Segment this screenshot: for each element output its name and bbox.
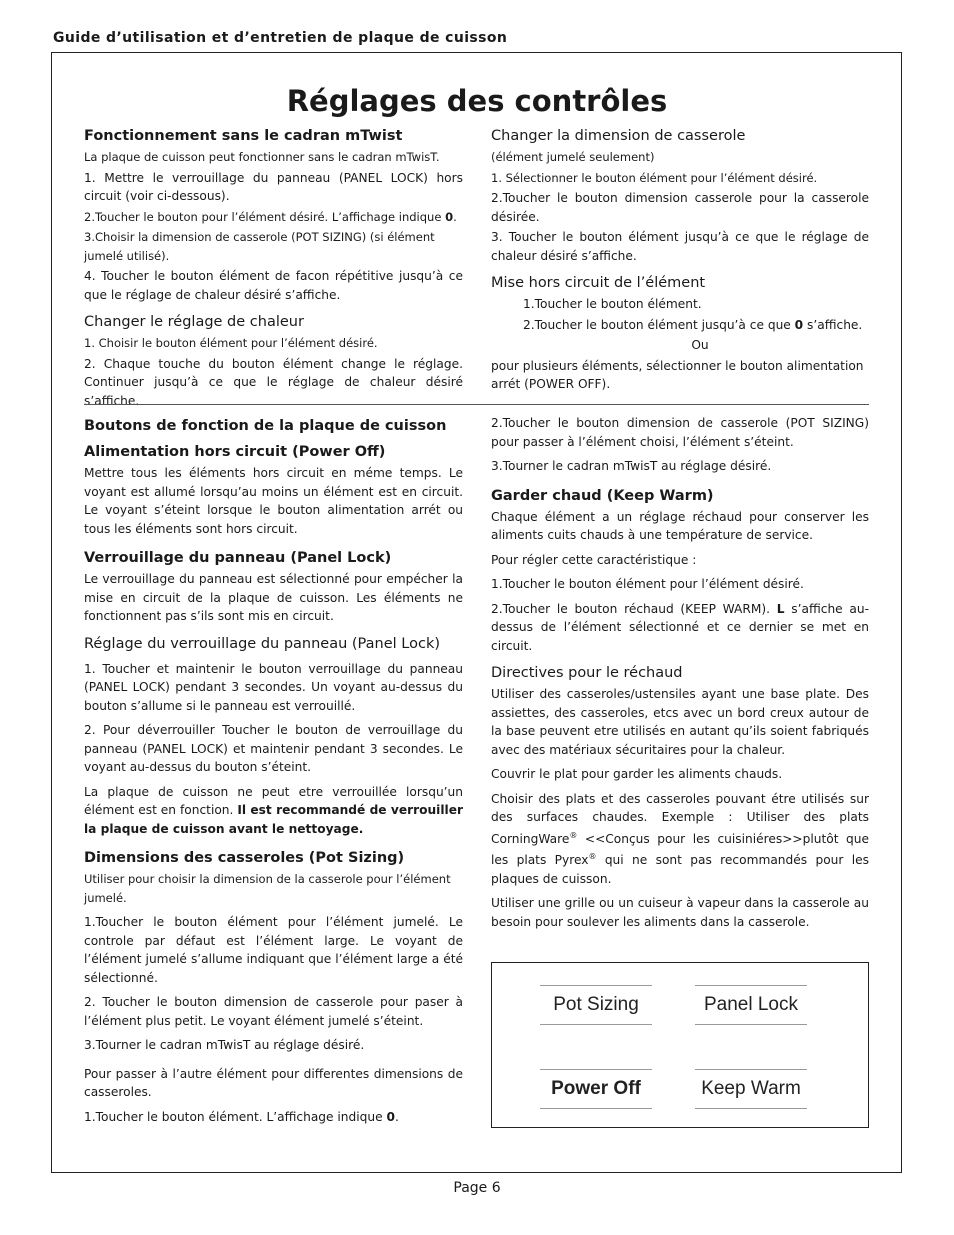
paragraph: Choisir des plats et des casseroles pouvant étre utilisés sur des surfaces chaudes. Exemple : Utiliser des plats CorningWare® <<Conçus pour les cuisiniéres>>plutôt que les plats Pyrex® qui ne sont pas recommandés pour les plaques de cuisson. bbox=[491, 791, 869, 886]
step: 2.Toucher le bouton pour l’élément désiré. L’affichage indique 0. bbox=[84, 209, 457, 224]
step: 2. Toucher le bouton dimension de casserole pour paser à l’élément plus petit. Le voyant élément jumelé s’éteint. bbox=[84, 995, 463, 1028]
note: (élément jumelé seulement) bbox=[491, 150, 655, 164]
paragraph: Utiliser pour choisir la dimension de la casserole pour l’élément jumelé. bbox=[84, 872, 451, 905]
or-text: Ou bbox=[691, 338, 709, 352]
section-subheading: Réglage du verrouillage du panneau (Panel Lock) bbox=[84, 635, 441, 652]
control-panel-illustration bbox=[491, 962, 869, 1128]
section-heading: Boutons de fonction de la plaque de cuisson bbox=[84, 418, 447, 434]
top-right-column bbox=[491, 126, 869, 400]
paragraph: Utiliser une grille ou un cuiseur à vapeur dans la casserole au besoin pour soulever les aliments dans la casserole. bbox=[491, 896, 869, 929]
step: 1.Toucher le bouton élément. L’affichage indique 0. bbox=[84, 1109, 399, 1124]
step: 2.Toucher le bouton réchaud (KEEP WARM). L s’affiche au-dessus de l’élément sélectionné et ce dernier se met en circuit. bbox=[491, 601, 869, 653]
bottom-left-column bbox=[84, 416, 463, 1132]
step: 1.Toucher le bouton élément. bbox=[523, 297, 702, 311]
section-heading: Garder chaud (Keep Warm) bbox=[491, 487, 714, 504]
step: pour plusieurs éléments, sélectionner le bouton alimentation arrét (POWER OFF). bbox=[491, 358, 864, 391]
paragraph: La plaque de cuisson peut fonctionner sans le cadran mTwisT. bbox=[84, 150, 440, 164]
page-number: Page 6 bbox=[453, 1180, 501, 1196]
step: 1. Sélectionner le bouton élément pour l’élément désiré. bbox=[491, 170, 818, 185]
step: 2.Toucher le bouton élément jusqu’à ce que 0 s’affiche. bbox=[523, 317, 863, 332]
section-heading: Changer la dimension de casserole bbox=[491, 128, 746, 144]
step: 2. Pour déverrouiller Toucher le bouton de verrouillage du panneau (PANEL LOCK) et maintenir pendant 3 secondes. Le voyant au-dessus du bouton s’éteint. bbox=[84, 723, 463, 774]
step: 3.Tourner le cadran mTwisT au réglage désiré. bbox=[491, 459, 772, 473]
paragraph: La plaque de cuisson ne peut etre verrouillée lorsqu’un élément est en fonction. Il est recommandé de verrouiller la plaque de cuisson avant le nettoyage. bbox=[84, 784, 463, 836]
paragraph: Mettre tous les éléments hors circuit en méme temps. Le voyant est allumé lorsqu’au moins un élément est en circuit. Le voyant s’éteint lorsque le bouton alimentation arrét ou tous les éléments sont hors circuit. bbox=[84, 466, 463, 536]
step: 2. Chaque touche du bouton élément change le réglage. Continuer jusqu’à ce que le réglage de chaleur désiré s’affiche. bbox=[84, 356, 463, 408]
section-heading: Mise hors circuit de l’élément bbox=[491, 275, 706, 291]
top-left-column bbox=[84, 126, 463, 416]
paragraph: Utiliser des casseroles/ustensiles ayant une base plate. Des assiettes, des casseroles, etcs avec un bord creux autour de la base peuvent etre utilisés en autant qu’ils soient fabriqués avec des matériaux sécuritaires pour la chaleur. bbox=[491, 687, 869, 757]
power-off-button[interactable]: Power Off bbox=[540, 1069, 652, 1109]
section-heading: Changer le réglage de chaleur bbox=[84, 314, 304, 330]
step: 2.Toucher le bouton dimension casserole pour la casserole désirée. bbox=[491, 191, 869, 224]
section-heading: Verrouillage du panneau (Panel Lock) bbox=[84, 550, 392, 566]
step: 3.Choisir la dimension de casserole (POT SIZING) (si élément jumelé utilisé). bbox=[84, 230, 435, 263]
step: 2.Toucher le bouton dimension de casserole (POT SIZING) pour passer à l’élément choisi, l’élément s’éteint. bbox=[491, 416, 869, 449]
step: 4. Toucher le bouton élément de facon répétitive jusqu’à ce que le réglage de chaleur désiré s’affiche. bbox=[84, 269, 463, 302]
page-title: Réglages des contrôles bbox=[286, 84, 668, 118]
paragraph: Chaque élément a un réglage réchaud pour conserver les aliments cuits chauds à une température de service. bbox=[491, 509, 869, 542]
step: 1. Choisir le bouton élément pour l’élément désiré. bbox=[84, 336, 378, 350]
step: 1.Toucher le bouton élément pour l’élément jumelé. Le controle par défaut est l’élément large. Le voyant de l’élément jumelé s’allume indiquant que l’élément large a été sélectionné. bbox=[84, 915, 463, 985]
step: 3. Toucher le bouton élément jusqu’à ce que le réglage de chaleur désiré s’affiche. bbox=[491, 230, 869, 263]
section-divider bbox=[84, 404, 869, 405]
step: 1. Toucher et maintenir le bouton verrouillage du panneau (PANEL LOCK) pendant 3 secondes. Un voyant au-dessus du bouton s’allume si le panneau est verrouillé. bbox=[84, 661, 463, 713]
step: 1.Toucher le bouton élément pour l’élément désiré. bbox=[491, 577, 804, 591]
section-heading: Directives pour le réchaud bbox=[491, 665, 683, 681]
bottom-right-column bbox=[491, 414, 869, 937]
panel-lock-button[interactable]: Panel Lock bbox=[695, 985, 807, 1025]
section-heading: Fonctionnement sans le cadran mTwist bbox=[84, 128, 403, 144]
paragraph: Pour régler cette caractéristique : bbox=[491, 552, 697, 567]
step: 1. Mettre le verrouillage du panneau (PANEL LOCK) hors circuit (voir ci-dessous). bbox=[84, 170, 463, 203]
keep-warm-button[interactable]: Keep Warm bbox=[695, 1069, 807, 1109]
paragraph: Couvrir le plat pour garder les aliments chauds. bbox=[491, 767, 783, 781]
step: 3.Tourner le cadran mTwisT au réglage désiré. bbox=[84, 1038, 365, 1052]
pot-sizing-button[interactable]: Pot Sizing bbox=[540, 985, 652, 1025]
paragraph: Pour passer à l’autre élément pour differentes dimensions de casseroles. bbox=[84, 1066, 463, 1099]
guide-title: Guide d’utilisation et d’entretien de plaque de cuisson bbox=[53, 30, 508, 46]
section-subheading: Alimentation hors circuit (Power Off) bbox=[84, 444, 386, 460]
section-heading: Dimensions des casseroles (Pot Sizing) bbox=[84, 850, 405, 866]
paragraph: Le verrouillage du panneau est sélectionné pour empécher la mise en circuit de la plaque de cuisson. Les éléments ne fonctionnent pas s’ils sont mis en circuit. bbox=[84, 572, 463, 623]
